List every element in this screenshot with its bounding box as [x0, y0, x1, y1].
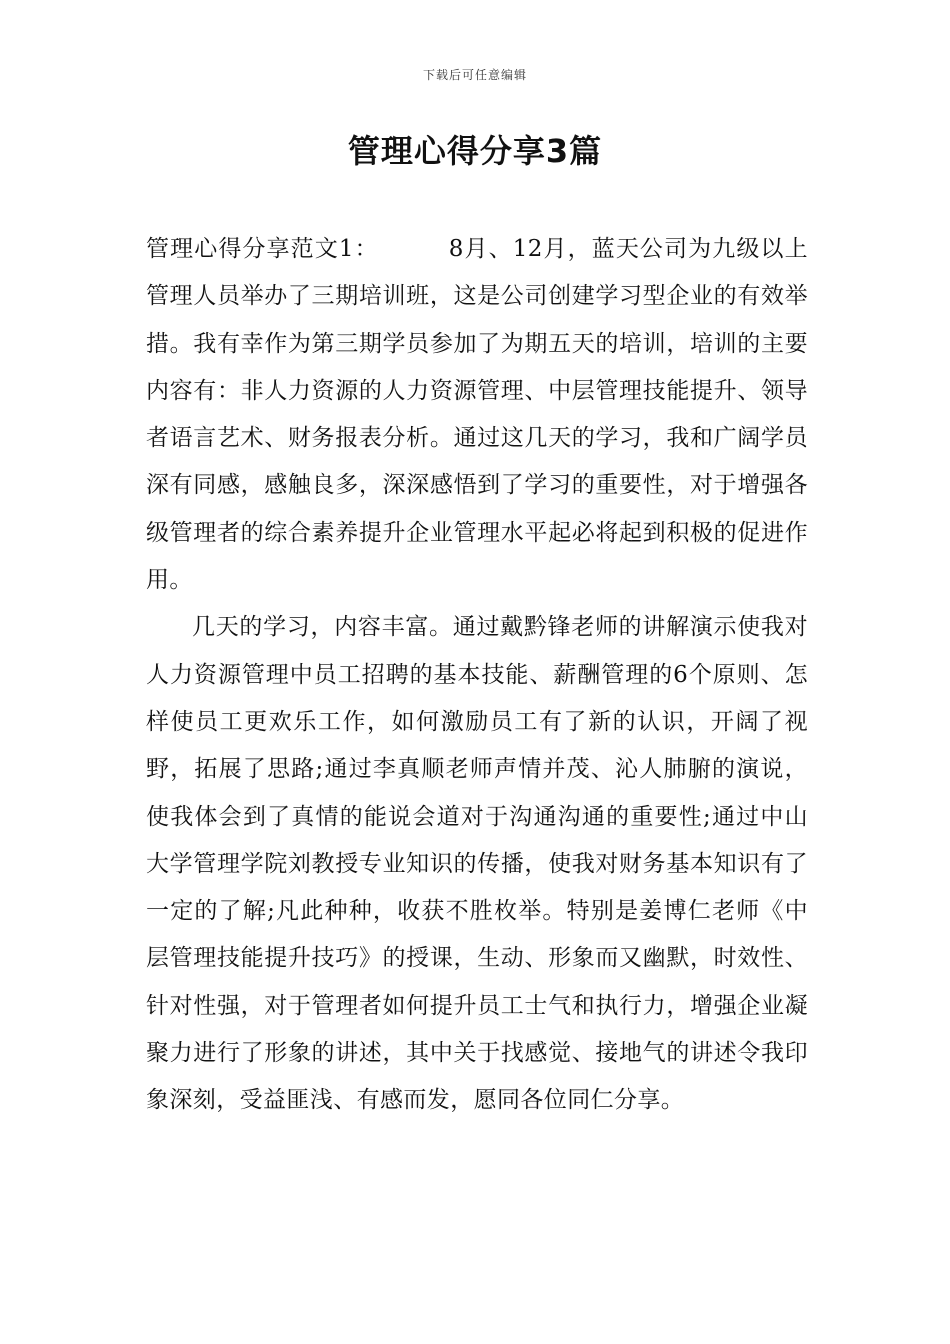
paragraph-1-text: 8月、12月，蓝天公司为九级以上管理人员举办了三期培训班，这是公司创建学习型企业的有效举措。我有幸作为第三期学员参加了为期五天的培训，培训的主要内容有：非人力资源的人力资源管理、中层管理技能提升、领导者语言艺术、财务报表分析。通过这几天的学习，我和广阔学员深有同感，感触良多，深深感悟到了学习的重要性，对于增强各级管理者的综合素养提升企业管理水平起必将起到积极的促进作用。 — [146, 236, 808, 594]
paragraph-2 — [146, 604, 808, 1124]
header-note: 下载后可任意编辑 — [422, 68, 527, 82]
paragraph-1 — [146, 226, 808, 604]
document-title: 管理心得分享3篇 — [347, 132, 603, 170]
paragraph-1-lead: 管理心得分享范文1： — [146, 236, 379, 262]
document-body — [146, 226, 808, 1125]
paragraph-2-text: 几天的学习，内容丰富。通过戴黔锋老师的讲解演示使我对人力资源管理中员工招聘的基本技能、薪酬管理的6个原则、怎样使员工更欢乐工作，如何激励员工有了新的认识，开阔了视野，拓展了思路;通过李真顺老师声情并茂、沁人肺腑的演说，使我体会到了真情的能说会道对于沟通沟通的重要性;通过中山大学管理学院刘教授专业知识的传播，使我对财务基本知识有了一定的了解;凡此种种，收获不胜枚举。特别是姜博仁老师《中层管理技能提升技巧》的授课，生动、形象而又幽默，时效性、针对性强，对于管理者如何提升员工士气和执行力，增强企业凝聚力进行了形象的讲述，其中关于找感觉、接地气的讲述令我印象深刻，受益匪浅、有感而发，愿同各位同仁分享。 — [146, 614, 808, 1114]
